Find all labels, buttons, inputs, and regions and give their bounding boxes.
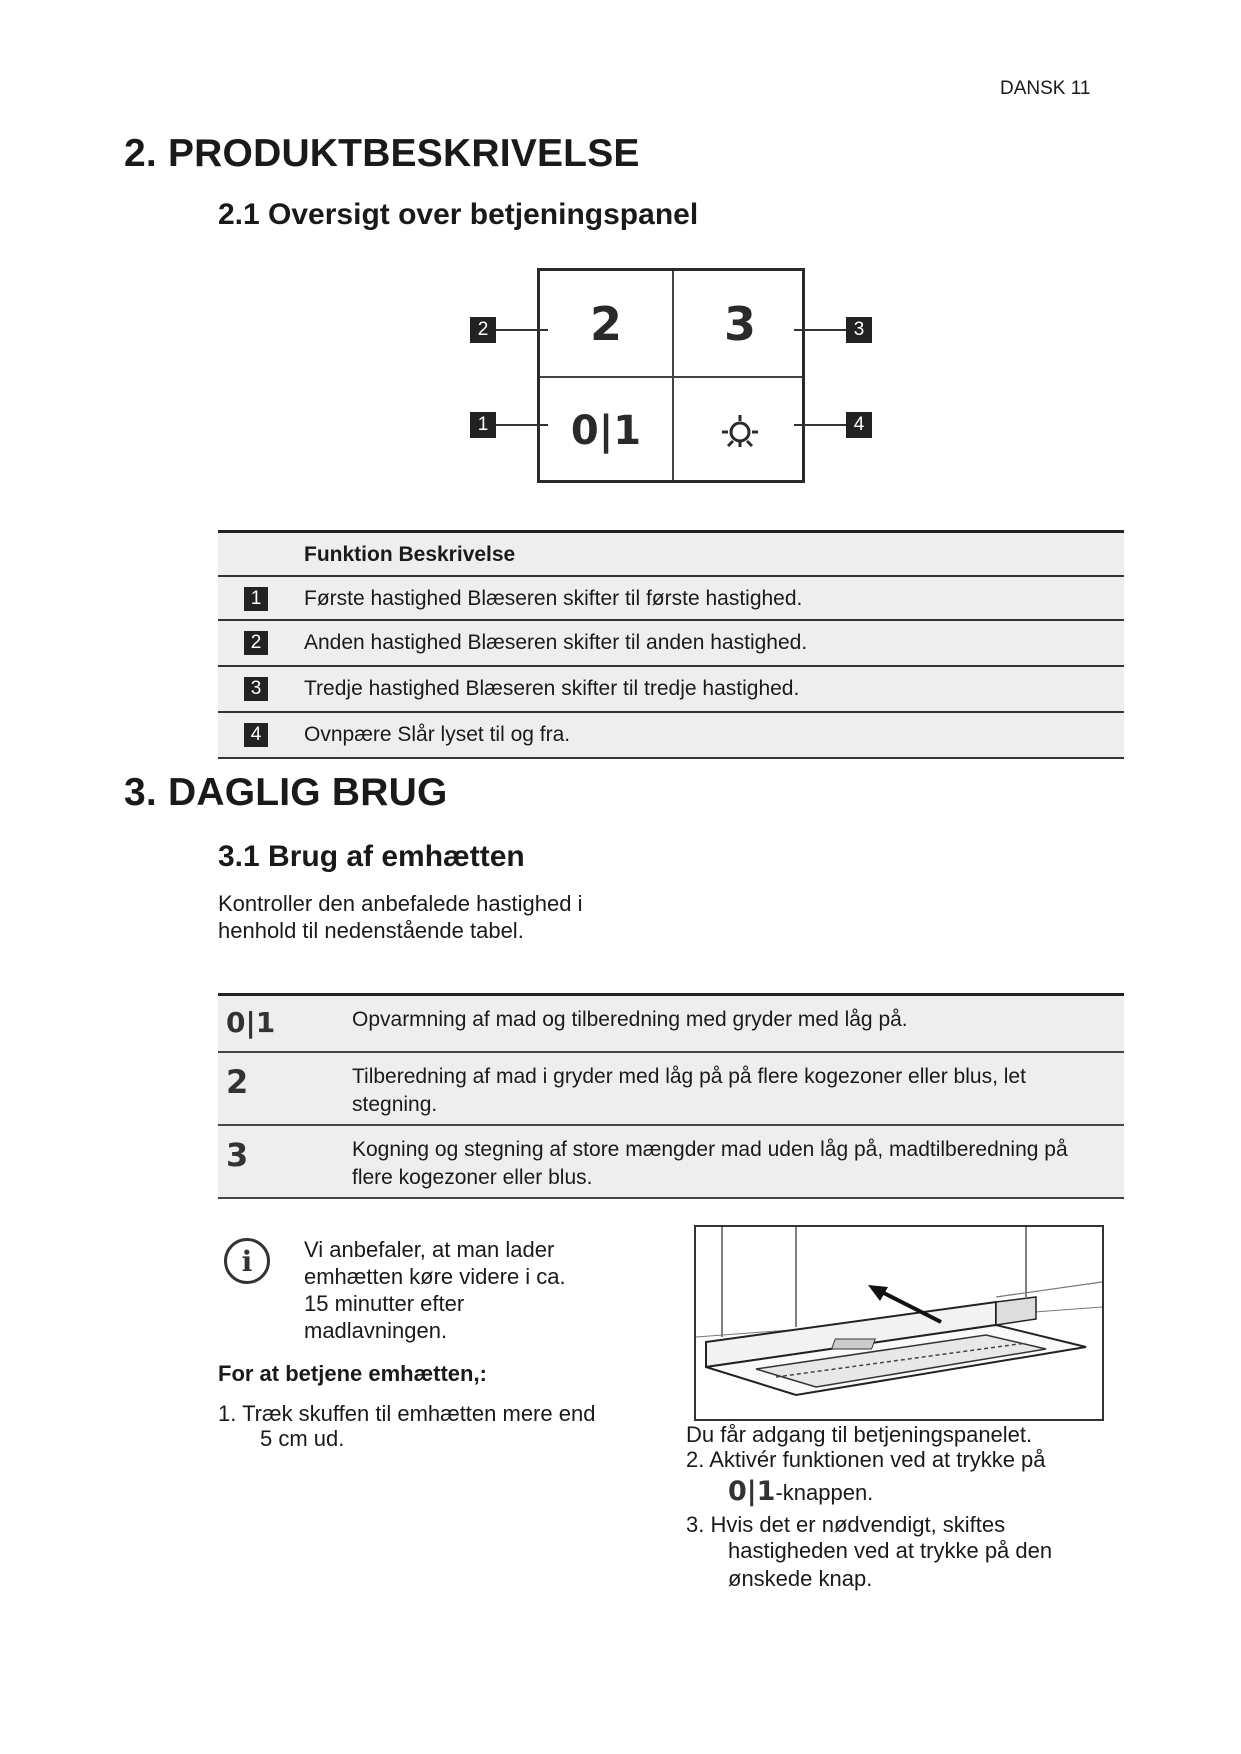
cooker-hood-drawing — [696, 1227, 1102, 1419]
table-row — [218, 577, 1124, 621]
speed-description: Opvarmning af mad og tilberedning med gryder med låg på. — [352, 1008, 908, 1031]
step-1-line: 5 cm ud. — [260, 1426, 345, 1451]
callout-3: 3 — [846, 317, 872, 343]
step-3-line: 3. Hvis det er nødvendigt, skiftes — [686, 1512, 1006, 1537]
subsection-title-control-panel: 2.1 Oversigt over betjeningspanel — [218, 198, 699, 231]
row-number: 1 — [244, 587, 268, 611]
section-title-daily-use: 3. DAGLIG BRUG — [124, 771, 448, 814]
speed-symbol: 3 — [226, 1136, 249, 1174]
speed-description-line: stegning. — [352, 1093, 438, 1116]
table-row — [218, 667, 1124, 713]
control-panel-diagram — [537, 268, 805, 483]
speed-symbol: 2 — [226, 1063, 249, 1101]
function-table — [218, 530, 1124, 759]
row-text: Ovnpære Slår lyset til og fra. — [304, 723, 571, 746]
table-row — [218, 713, 1124, 759]
table-header-row — [218, 530, 1124, 577]
step-2-suffix: -knappen. — [775, 1480, 874, 1505]
callout-line — [496, 424, 548, 426]
panel-button-speed-3: 3 — [723, 296, 756, 351]
speed-description-line: Tilberedning af mad i gryder med låg på på flere kogezoner eller blus, let — [352, 1065, 1026, 1088]
speed-symbol: 0|1 — [226, 1006, 276, 1039]
intro-text-line: henhold til nedenstående tabel. — [218, 918, 524, 943]
step-2-line: 2. Aktivér funktionen ved at trykke på — [686, 1447, 1046, 1472]
row-text: Første hastighed Blæseren skifter til første hastighed. — [304, 587, 803, 610]
callout-line — [496, 329, 548, 331]
table-row — [218, 621, 1124, 667]
info-icon: i — [224, 1238, 270, 1284]
table-header: Funktion Beskrivelse — [304, 543, 516, 566]
panel-button-on-off: 0|1 — [570, 407, 642, 454]
section-title-product-description: 2. PRODUKTBESKRIVELSE — [124, 132, 640, 175]
panel-button-speed-2: 2 — [589, 296, 622, 351]
speed-description-line: Kogning og stegning af store mængder mad uden låg på, madtilberedning på — [352, 1138, 1068, 1161]
callout-2: 2 — [470, 317, 496, 343]
row-number: 3 — [244, 677, 268, 701]
speed-description — [352, 1136, 1122, 1192]
on-off-symbol: 0|1 — [728, 1476, 776, 1507]
callout-line — [794, 329, 846, 331]
info-line: emhætten køre videre i ca. — [304, 1264, 566, 1289]
table-row — [218, 1126, 1124, 1199]
panel-button-light — [674, 378, 806, 483]
speed-description-line: flere kogezoner eller blus. — [352, 1166, 593, 1189]
step-2-button-line — [728, 1478, 873, 1506]
hood-illustration — [694, 1225, 1104, 1421]
light-bulb-icon — [714, 405, 766, 457]
step-3-line: hastigheden ved at trykke på den — [728, 1538, 1053, 1563]
page-label: DANSK 11 — [1000, 78, 1091, 99]
step-1-line: 1. Træk skuffen til emhætten mere end — [218, 1401, 596, 1426]
illustration-caption: Du får adgang til betjeningspanelet. — [686, 1422, 1033, 1447]
callout-1: 1 — [470, 412, 496, 438]
subsection-title-using-hood: 3.1 Brug af emhætten — [218, 840, 525, 873]
table-row — [218, 996, 1124, 1053]
intro-text-line: Kontroller den anbefalede hastighed i — [218, 891, 583, 916]
speed-description — [352, 1063, 1122, 1119]
callout-4: 4 — [846, 412, 872, 438]
operate-heading: For at betjene emhætten,: — [218, 1361, 487, 1386]
row-text: Anden hastighed Blæseren skifter til anden hastighed. — [304, 631, 808, 654]
row-number: 2 — [244, 631, 268, 655]
callout-line — [794, 424, 846, 426]
row-number: 4 — [244, 723, 268, 747]
info-line: madlavningen. — [304, 1318, 448, 1343]
info-line: Vi anbefaler, at man lader — [304, 1237, 555, 1262]
info-note — [304, 1236, 566, 1344]
speed-table — [218, 993, 1124, 1199]
table-row — [218, 1053, 1124, 1126]
info-line: 15 minutter efter — [304, 1291, 465, 1316]
step-3-line: ønskede knap. — [728, 1566, 873, 1591]
row-text: Tredje hastighed Blæseren skifter til tredje hastighed. — [304, 677, 800, 700]
